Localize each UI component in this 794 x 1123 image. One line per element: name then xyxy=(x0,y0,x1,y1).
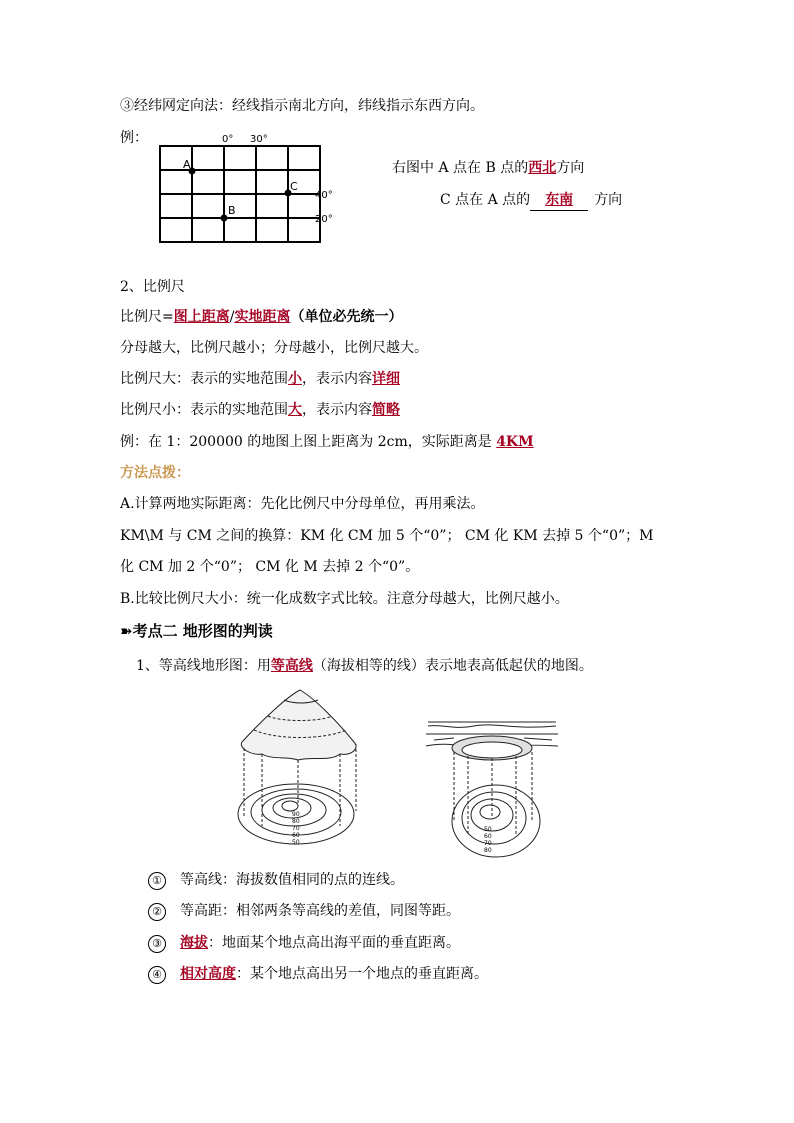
contour-intro-suffix: （海拔相等的线）表示地表高低起伏的地图。 xyxy=(312,658,593,674)
example-label: 例： xyxy=(120,130,148,146)
q2-answer: 东南 xyxy=(530,190,588,211)
scale-example-text: 例：在 1：200000 的地图上图上距离为 2cm，实际距离是 xyxy=(120,434,497,450)
method-unit-conversion-1: KM\M 与 CM 之间的换算：KM 化 CM 加 5 个“0”； CM 化 KM 去掉 5 个“0”；M xyxy=(120,528,654,544)
definition-number: ④ xyxy=(148,966,166,984)
question-c-of-a xyxy=(440,190,622,211)
basin-contour-label-70: 70 xyxy=(484,840,492,847)
definition-number: ③ xyxy=(148,935,166,953)
basin-contour-label-50: 50 xyxy=(484,826,492,833)
q1-text: 右图中 A 点在 B 点的 xyxy=(392,160,529,176)
point-c-label: C xyxy=(290,180,298,193)
definition-text: ：地面某个地点高出海平面的垂直距离。 xyxy=(208,935,460,951)
basin-contour-illustration xyxy=(424,716,560,862)
method-title: 方法点拨： xyxy=(120,465,190,481)
contour-intro xyxy=(136,656,593,676)
point-b xyxy=(221,215,228,222)
small-scale-range: 大 xyxy=(288,402,302,418)
definition-text: 等高线：海拔数值相同的点的连线。 xyxy=(180,872,404,888)
scale-example-answer: 4KM xyxy=(496,434,534,450)
q2-suffix: 方向 xyxy=(594,192,623,208)
definition-contour-line xyxy=(148,870,404,890)
definition-text: ：某个地点高出另一个地点的垂直距离。 xyxy=(236,966,488,982)
definition-number: ① xyxy=(148,872,166,890)
definition-term: 海拔 xyxy=(180,935,208,951)
lat-label-20: 20° xyxy=(315,214,333,225)
method-unit-conversion-2: 化 CM 加 2 个“0”； CM 化 M 去掉 2 个“0”。 xyxy=(120,559,420,575)
basin-contour-label-80: 80 xyxy=(484,847,492,854)
paragraph-latlon-method: ③经纬网定向法：经线指示南北方向，纬线指示东西方向。 xyxy=(120,98,484,114)
q1-answer: 西北 xyxy=(528,160,557,176)
hill-contour-illustration xyxy=(232,686,368,856)
definition-number: ② xyxy=(148,903,166,921)
scale-rule: 分母越大，比例尺越小；分母越小，比例尺越大。 xyxy=(120,340,428,356)
contour-term: 等高线 xyxy=(270,658,313,674)
large-scale-line xyxy=(120,369,400,389)
method-b: B.比较比例尺大小：统一化成数字式比较。注意分母越大，比例尺越小。 xyxy=(120,591,569,607)
lon-label-0: 0° xyxy=(222,134,234,145)
scale-formula xyxy=(120,307,402,327)
small-scale-mid: ，表示内容 xyxy=(302,402,372,418)
definition-altitude xyxy=(148,933,460,953)
point-a-label: A xyxy=(183,158,191,171)
definition-text: 等高距：相邻两条等高线的差值，同图等距。 xyxy=(180,903,460,919)
small-scale-line xyxy=(120,400,400,420)
large-scale-prefix: 比例尺大：表示的实地范围 xyxy=(120,371,288,387)
formula-prefix: 比例尺= xyxy=(120,309,174,325)
definition-term: 相对高度 xyxy=(180,966,236,982)
hill-contour-label-60: 60 xyxy=(292,832,300,839)
q1-suffix: 方向 xyxy=(556,160,585,176)
large-scale-detail: 详细 xyxy=(372,371,400,387)
formula-slash: / xyxy=(229,309,235,325)
hill-contour-label-80: 80 xyxy=(292,818,300,825)
scale-example xyxy=(120,432,534,452)
small-scale-prefix: 比例尺小：表示的实地范围 xyxy=(120,402,288,418)
large-scale-range: 小 xyxy=(288,371,302,387)
formula-real-distance: 实地距离 xyxy=(234,309,291,325)
contour-intro-prefix: 1、等高线地形图：用 xyxy=(136,658,271,674)
hill-contour-label-50: 50 xyxy=(292,839,300,846)
hill-contour-label-90: 90 xyxy=(292,811,300,818)
section-scale-title: 2、比例尺 xyxy=(120,279,185,295)
formula-note: （单位必先统一） xyxy=(290,309,403,325)
formula-map-distance: 图上距离 xyxy=(173,309,230,325)
point-b-label: B xyxy=(228,204,236,217)
question-a-of-b xyxy=(392,158,584,178)
kaodian-two-heading: ➽考点二 地形图的判读 xyxy=(120,622,273,640)
small-scale-detail: 简略 xyxy=(372,402,400,418)
q2-text: C 点在 A 点的 xyxy=(440,192,531,208)
hill-contour-label-70: 70 xyxy=(292,825,300,832)
method-a: A.计算两地实际距离：先化比例尺中分母单位，再用乘法。 xyxy=(120,496,485,512)
latlon-grid-figure xyxy=(150,130,350,250)
definition-relative-height xyxy=(148,964,488,984)
large-scale-mid: ，表示内容 xyxy=(302,371,372,387)
lat-label-40: 40° xyxy=(315,190,333,201)
basin-contour-label-60: 60 xyxy=(484,833,492,840)
definition-contour-interval xyxy=(148,901,460,921)
lon-label-30: 30° xyxy=(250,134,268,145)
